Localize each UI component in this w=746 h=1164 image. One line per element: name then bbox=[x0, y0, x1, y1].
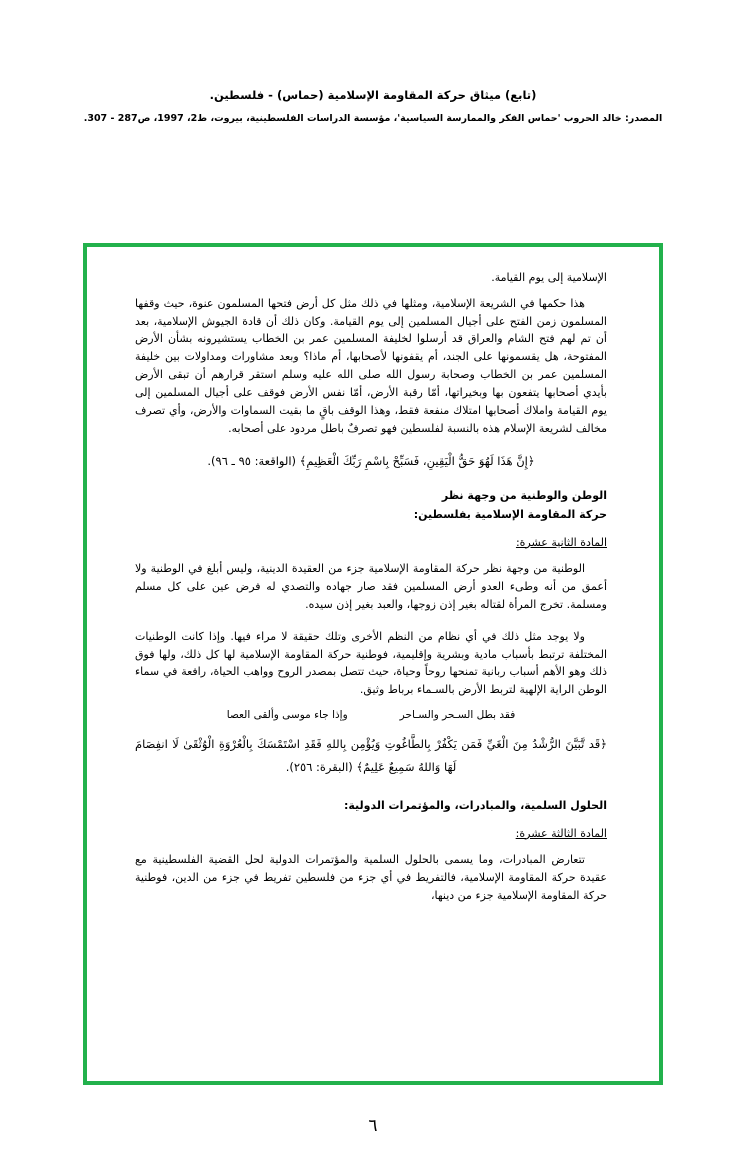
poem-hemistich-right: وإذا جاء موسى وألقى العصا bbox=[226, 709, 348, 722]
paragraph-2: الوطنية من وجهة نظر حركة المقاومة الإسلامية جزء من العقيدة الدينية، وليس أبلغ في الوطنية ولا أعمق من أنه وطىء العدو أرض المسلمين فقد صار جهاده والتصدي له فرض عين على كل مسلم ومسلمة. تخرج المرأة لقتاله بغير إذن زوجها، والعبد بغير إذن سيده. bbox=[135, 562, 607, 611]
paragraph-1: هذا حكمها في الشريعة الإسلامية، ومثلها في ذلك مثل كل أرض فتحها المسلمون عنوة، حيث وقفها المسلمون زمن الفتح على أجيال المسلمين إلى يوم القيامة. وكان ذلك أن قادة الجيوش الإسلامية، بعد أن تم لهم فتح الشام والعراق قد أرسلوا لخليفة المسلمين عمر بن الخطاب يستشيرونه بشأن الأرض المفتوحة، هل يقسمونها على الجند، أم يقفونها لأصحابها، أم ماذا؟ وبعد مشاورات ومداولات بين خليفة المسلمين عمر بن الخطاب وصحابة رسول الله صلى الله عليه وسلم استقر قرارهم أن تبقى الأرض بأيدي أصحابها يتفعون بها وبخيراتها، أمّا رقبة الأرض، أمّا نفس الأرض فوقف على أجيال المسلمين إلى يوم القيامة واملاك أصحابها امتلاك منفعة فقط، وهذا الوقف باقٍ ما بقيت السماوات والأرض، وأي تصرف مخالف لشريعة الإسلام هذه بالنسبة لفلسطين فهو تصرفٌ باطل مردود على أصحابه. bbox=[135, 296, 607, 435]
article-13-heading: المادة الثالثة عشرة: bbox=[515, 826, 607, 840]
section-heading-1-line2: حركة المقاومة الإسلامية بفلسطين: bbox=[413, 507, 607, 521]
quran-verse-2: ﴿قَد تَّبَيَّنَ الرُّشْدُ مِنَ الْغَيِّ فَمَن يَكْفُرْ بِالطَّاغُوتِ وَيُؤْمِن بِاللهِ فَقَدِ اسْتَمْسَكَ بِالْعُرْوَةِ الْوُثْقَىٰ لَا انفِصَامَ لَهَا وَاللهُ سَمِيعٌ عَلِيمٌ﴾ (البقرة: ٢٥٦). bbox=[135, 736, 607, 774]
document-source: المصدر: خالد الحروب 'حماس الفكر والممارسة السياسية'، مؤسسة الدراسات الفلسطينية، بيروت، ط2، 1997، ص287 - 307. bbox=[83, 113, 663, 124]
quran-verse-1: ﴿إِنَّ هَذَا لَهُوَ حَقُّ الْيَقِينِ، فَسَبِّحْ بِاسْمِ رَبِّكَ الْعَظِيمِ﴾ (الواقعة: ٩٥ ـ ٩٦). bbox=[207, 454, 535, 469]
article-12-heading: المادة الثانية عشرة: bbox=[515, 535, 607, 549]
paragraph-4: تتعارض المبادرات، وما يسمى بالحلول السلمية والمؤتمرات الدولية لحل القضية الفلسطينية مع عقيدة حركة المقاومة الإسلامية، فالتفريط في أي جزء من فلسطين تفريط في جزء من الدين، فوطنية حركة المقاومة الإسلامية جزء من دينها، bbox=[135, 853, 607, 902]
page-title: (تابع) ميثاق حركة المقاومة الإسلامية (حماس) - فلسطين. bbox=[209, 88, 537, 102]
section-heading-1-line1: الوطن والوطنية من وجهة نظر bbox=[441, 489, 607, 503]
page-number: ٦ bbox=[368, 1116, 378, 1136]
content-frame bbox=[83, 243, 663, 1085]
poem-couplet bbox=[135, 707, 607, 725]
section-heading-2: الحلول السلمية، والمبادرات، والمؤتمرات الدولية: bbox=[343, 798, 607, 812]
continuation-line: الإسلامية إلى يوم القيامة. bbox=[491, 271, 607, 284]
content-body bbox=[135, 269, 607, 1071]
poem-hemistich-left: فقد بطل السـحر والسـاحر bbox=[399, 709, 516, 722]
paragraph-3: ولا يوجد مثل ذلك في أي نظام من النظم الأخرى وتلك حقيقة لا مراء فيها. وإذا كانت الوطنيات المختلفة ترتبط بأسباب مادية وبشرية وإقليمية، فوطنية حركة المقاومة الإسلامية لها كل ذلك، ولها فوق ذلك وهو الأهم أسباب ربانية تمنحها روحاً وحياة، حيث تتصل بمصدر الروح وواهب الحياة، رافعة في سماء الوطن الراية الإلهية لتربط الأرض بالسـماء برباط وثيق. bbox=[135, 629, 607, 697]
document-page bbox=[0, 88, 746, 1164]
